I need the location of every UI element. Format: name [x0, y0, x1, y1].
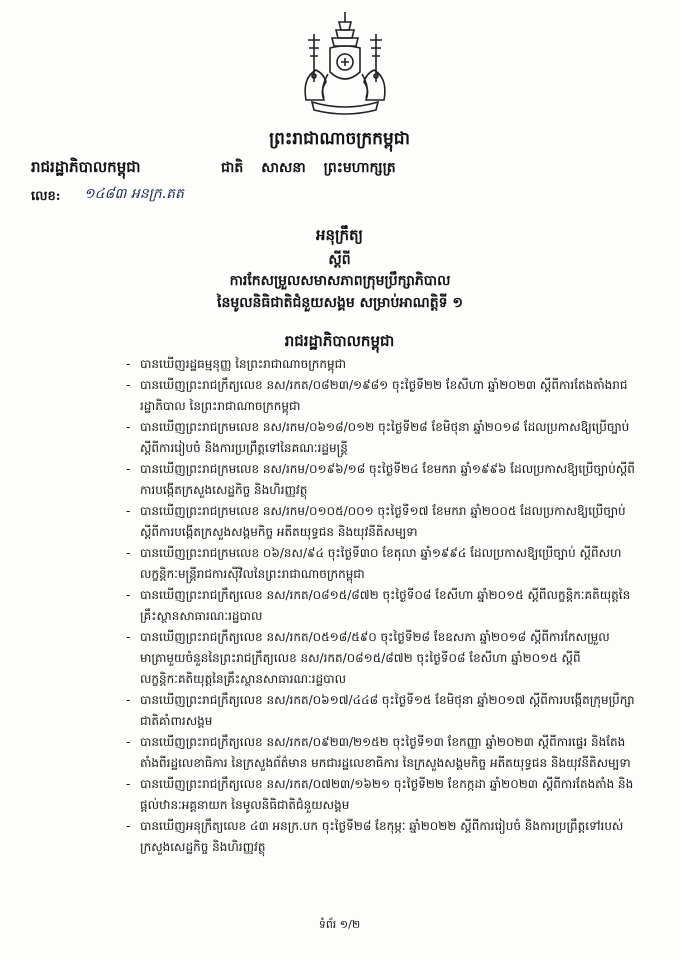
national-motto: [221, 158, 521, 179]
motto-religion: សាសនា: [261, 160, 306, 176]
page-number: ទំព័រ ១/២: [318, 918, 361, 931]
subject-line-2: នៃមូលនិធិជាតិជំនួយសង្គម សម្រាប់អាណត្តិទី ១: [217, 295, 463, 311]
citation-item: - បានឃើញព្រះរាជក្រឹត្យលេខ នស/រកត/០៨២៣/១៩៨១ ចុះថ្ងៃទី២២ ខែសីហា ឆ្នាំ២០២៣ ស្ដីពីការតែងតាំងរាជរដ្ឋាភិបាល នៃព្រះរាជាណាចក្រកម្ពុជា: [126, 375, 636, 417]
reference-label: លេខ:: [31, 189, 61, 204]
reference-number: ១៤៨៣ អនក្រ.តត: [84, 186, 184, 202]
citation-item: - បានឃើញរដ្ឋធម្មនុញ្ញ នៃព្រះរាជាណាចក្រកម្ពុជា: [126, 354, 636, 375]
document-type: អនុក្រឹត្យ: [315, 226, 364, 244]
citation-item: - បានឃើញអនុក្រឹត្យលេខ ៤៣ អនក្រ.បក ចុះថ្ងៃទី២៨ ខែកុម្ភៈ ឆ្នាំ២០២២ ស្ដីពីការរៀបចំ និងការប្រព្រឹត្តទៅរបស់ក្រសួងសេដ្ឋកិច្ច និងហិរញ្ញវត្ថុ: [126, 816, 636, 858]
citation-item: - បានឃើញព្រះរាជក្រមលេខ ០៦/នស/៩៤ ចុះថ្ងៃទី៣០ ខែតុលា ឆ្នាំ១៩៩៤ ដែលប្រកាសឱ្យប្រើច្បាប់ ស្ដីពីសហលក្ខន្តិកៈមន្ត្រីរាជការស៊ីវិលនៃព្រះរាជាណាចក្រកម្ពុជា: [126, 543, 636, 585]
legal-citations: [126, 354, 636, 858]
citation-item: - បានឃើញព្រះរាជក្រឹត្យលេខ នស/រកត/០៧២៣/១៦២១ ចុះថ្ងៃទី២២ ខែកក្កដា ឆ្នាំ២០២៣ ស្ដីពីការតែងតាំង និងផ្ដល់ឋានៈអគ្គនាយក នៃមូលនិធិជាតិជំនួយសង្គម: [126, 774, 636, 816]
motto-king: ព្រះមហាក្សត្រ: [323, 160, 396, 176]
royal-coat-of-arms-icon: [290, 8, 400, 118]
kingdom-name: ព្រះរាជាណាចក្រកម្ពុជា: [269, 129, 410, 149]
citation-item: - បានឃើញព្រះរាជក្រឹត្យលេខ នស/រកត/០៨១៥/៨៧២ ចុះថ្ងៃទី០៨ ខែសីហា ឆ្នាំ២០១៥ ស្ដីពីលក្ខន្តិកៈគតិយុត្តនៃគ្រឹះស្ថានសាធារណៈរដ្ឋបាល: [126, 585, 636, 627]
document-subject: [30, 270, 650, 314]
subject-line-1: ការកែសម្រួលសមាសភាពក្រុមប្រឹក្សាភិបាល: [229, 273, 451, 289]
citation-item: - បានឃើញព្រះរាជក្រឹត្យលេខ នស/រកត/០៦១៧/៤៤៨ ចុះថ្ងៃទី១៥ ខែមិថុនា ឆ្នាំ២០១៧ ស្ដីពីការបង្កើតក្រុមប្រឹក្សាជាតិគាំពារសង្គម: [126, 690, 636, 732]
issuer-title: រាជរដ្ឋាភិបាលកម្ពុជា: [284, 332, 395, 350]
citation-item: - បានឃើញព្រះរាជក្រមលេខ នស/រកម/០១៩៦/១៨ ចុះថ្ងៃទី២៤ ខែមករា ឆ្នាំ១៩៩៦ ដែលប្រកាសឱ្យប្រើច្បាប់ស្ដីពីការបង្កើតក្រសួងសេដ្ឋកិច្ច និងហិរញ្ញវត្ថុ: [126, 459, 636, 501]
motto-nation: ជាតិ: [221, 160, 244, 176]
issuing-government: រាជរដ្ឋាភិបាលកម្ពុជា: [31, 158, 141, 176]
citation-item: - បានឃើញព្រះរាជក្រឹត្យលេខ នស/រកត/០៩២៣/២១៥២ ចុះថ្ងៃទី១៣ ខែកញ្ញា ឆ្នាំ២០២៣ ស្ដីពីការផ្ទេរ និងតែងតាំងពីរដ្ឋលេខាធិការ នៃក្រសួងព័ត៌មាន មកជារដ្ឋលេខាធិការ នៃក្រសួងសង្គមកិច្ច អតីតយុទ្ធជន និងយុវនីតិសម្បទា: [126, 732, 636, 774]
citation-item: - បានឃើញព្រះរាជក្រឹត្យលេខ នស/រកត/០៥១៨/៥៩០ ចុះថ្ងៃទី២៨ ខែឧសភា ឆ្នាំ២០១៨ ស្ដីពីការកែសម្រួលមាត្រាមួយចំនួននៃព្រះរាជក្រឹត្យលេខ នស/រកត/០៨១៥/៨៧២ ចុះថ្ងៃទី០៨ ខែសីហា ឆ្នាំ២០១៥ ស្ដីពីលក្ខន្តិកៈគតិយុត្តនៃគ្រឹះស្ថានសាធារណៈរដ្ឋបាល: [126, 627, 636, 690]
citation-item: - បានឃើញព្រះរាជក្រមលេខ នស/រកម/០១០៥/០០១ ចុះថ្ងៃទី១៧ ខែមករា ឆ្នាំ២០០៥ ដែលប្រកាសឱ្យប្រើច្បាប់ស្ដីពីការបង្កើតក្រសួងសង្គមកិច្ច អតីតយុទ្ធជន និងយុវនីតិសម្បទា: [126, 501, 636, 543]
citation-item: - បានឃើញព្រះរាជក្រមលេខ នស/រកម/០៦១៨/០១២ ចុះថ្ងៃទី២៨ ខែមិថុនា ឆ្នាំ២០១៨ ដែលប្រកាសឱ្យប្រើច្បាប់ស្ដីពីការរៀបចំ និងការប្រព្រឹត្តទៅនៃគណៈរដ្ឋមន្ត្រី: [126, 417, 636, 459]
document-on: ស្ដីពី: [328, 252, 351, 268]
